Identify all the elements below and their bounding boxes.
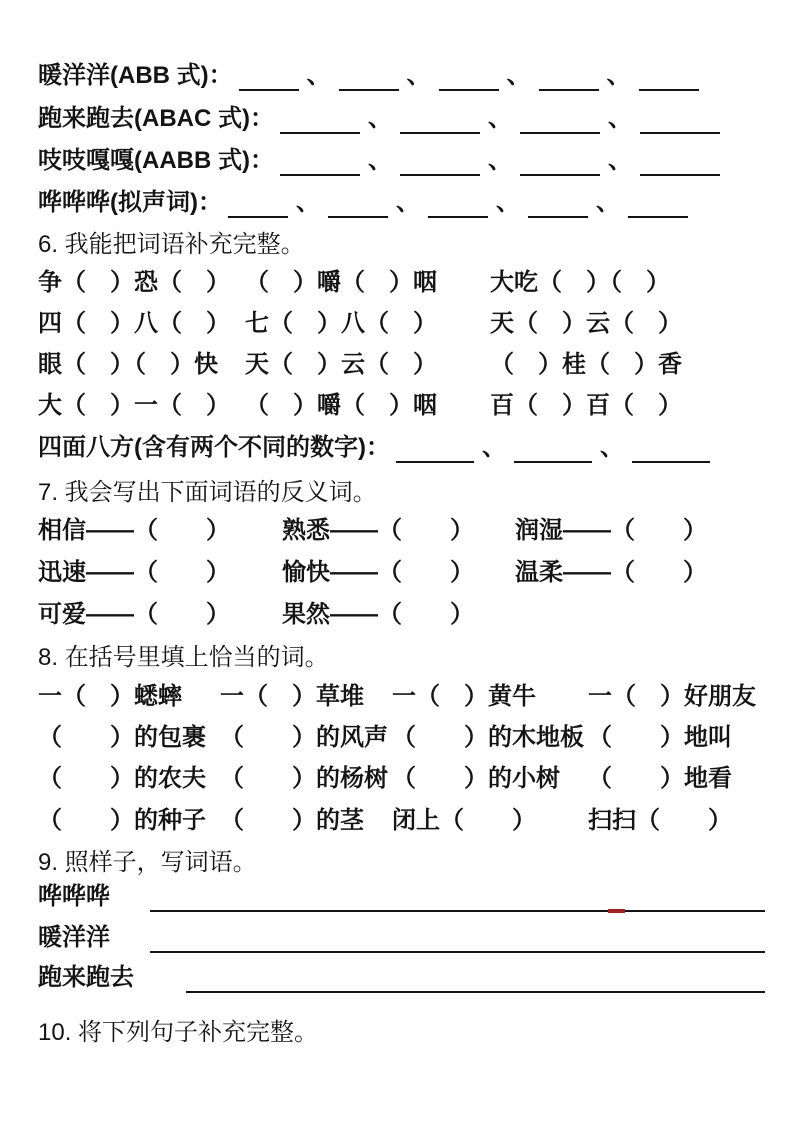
measure-word-row [38,800,765,836]
blank-field[interactable] [339,65,399,91]
example-word-row [38,917,765,953]
section-10-header [38,1012,765,1048]
blank-group [239,61,699,91]
enum-comma: 、 [487,147,512,174]
blank-field[interactable] [539,65,599,91]
word-blank-item[interactable]: 七（ ）八（ ） [245,310,437,337]
word-blank-item[interactable]: 百（ ）百（ ） [490,392,682,419]
pattern-line-aabb [38,140,765,176]
measure-word-item[interactable]: （ ）的茎 [220,807,364,834]
measure-word-item[interactable]: （ ）地叫 [588,724,732,751]
measure-word-item[interactable]: （ ）地看 [588,765,732,792]
blank-field[interactable] [640,150,720,176]
antonym-item[interactable]: 相信——（ ） [38,517,230,544]
antonym-item[interactable]: 迅速——（ ） [38,559,230,586]
measure-word-item[interactable]: 闭上（ ） [392,807,536,834]
measure-word-item[interactable]: 一（ ）黄牛 [392,683,536,710]
pattern-line-abb [38,55,765,91]
word-completion-row [38,344,765,380]
blank-field[interactable] [400,108,480,134]
measure-word-item[interactable]: 一（ ）草堆 [220,683,364,710]
enum-comma: 、 [295,189,320,216]
numbers-idiom-line [38,427,765,463]
enum-comma: 、 [481,434,506,461]
blank-field[interactable] [639,65,699,91]
section-title: 8. 在括号里填上恰当的词。 [38,644,329,671]
blank-field[interactable] [628,192,688,218]
pattern-label: 跑来跑去(ABAC 式)： [38,105,274,132]
word-blank-item[interactable]: （ ）嚼（ ）咽 [245,269,437,296]
measure-word-item[interactable]: （ ）的农夫 [38,765,206,792]
section-title: 6. 我能把词语补充完整。 [38,231,305,258]
antonym-row [38,594,765,630]
enum-comma: 、 [506,62,531,89]
section-title: 9. 照样子，写词语。 [38,849,257,876]
blank-field[interactable] [239,65,299,91]
measure-word-item[interactable]: （ ）的杨树 [220,765,388,792]
pattern-label: 哗哗哗(拟声词)： [38,189,222,216]
measure-word-item[interactable]: （ ）的种子 [38,807,206,834]
blank-field[interactable] [514,437,592,463]
blank-group [280,104,720,134]
word-blank-item[interactable]: 争（ ）恐（ ） [38,269,230,296]
blank-field[interactable] [640,108,720,134]
section-7-header [38,472,765,508]
example-word-label: 哗哗哗 [38,883,110,910]
measure-word-item[interactable]: 一（ ）蟋蟀 [38,683,182,710]
section-title: 7. 我会写出下面词语的反义词。 [38,479,377,506]
antonym-item[interactable]: 温柔——（ ） [515,559,707,586]
blank-field[interactable] [439,65,499,91]
blank-group [280,146,720,176]
word-blank-item[interactable]: 大（ ）一（ ） [38,392,230,419]
enum-comma: 、 [367,105,392,132]
antonym-item[interactable]: 可爱——（ ） [38,601,230,628]
blank-field[interactable] [528,192,588,218]
section-8-header [38,637,765,673]
pattern-label: 吱吱嘎嘎(AABB 式)： [38,147,274,174]
word-completion-row [38,385,765,421]
pattern-line-onomatopoeia [38,182,765,218]
blank-field[interactable] [228,192,288,218]
blank-field[interactable] [280,150,360,176]
example-word-row [38,957,765,993]
answer-line[interactable] [150,923,765,953]
measure-word-row [38,758,765,794]
numbers-idiom-label: 四面八方(含有两个不同的数字)： [38,434,390,461]
antonym-item[interactable]: 愉快——（ ） [282,559,474,586]
antonym-item[interactable]: 熟悉——（ ） [282,517,474,544]
blank-field[interactable] [396,437,474,463]
measure-word-item[interactable]: （ ）的木地板 [392,724,584,751]
section-9-header [38,842,765,878]
blank-group [396,433,710,463]
enum-comma: 、 [367,147,392,174]
example-word-label: 暖洋洋 [38,924,110,951]
word-blank-item[interactable]: （ ）桂（ ）香 [490,351,682,378]
enum-comma: 、 [606,62,631,89]
section-6-header [38,224,765,260]
word-blank-item[interactable]: 天（ ）云（ ） [490,310,682,337]
antonym-item[interactable]: 润湿——（ ） [515,517,707,544]
word-blank-item[interactable]: 天（ ）云（ ） [245,351,437,378]
pattern-line-abac [38,98,765,134]
blank-field[interactable] [428,192,488,218]
enum-comma: 、 [395,189,420,216]
word-blank-item[interactable]: 大吃（ ）（ ） [490,269,670,296]
blank-field[interactable] [400,150,480,176]
enum-comma: 、 [607,105,632,132]
blank-field[interactable] [280,108,360,134]
antonym-row [38,552,765,588]
blank-field[interactable] [520,150,600,176]
answer-line[interactable] [150,882,765,912]
blank-field[interactable] [328,192,388,218]
enum-comma: 、 [595,189,620,216]
section-title: 10. 将下列句子补充完整。 [38,1019,319,1046]
measure-word-item[interactable]: （ ）的包裹 [38,724,206,751]
blank-field[interactable] [520,108,600,134]
answer-line[interactable] [186,963,765,993]
blank-group [228,188,688,218]
word-blank-item[interactable]: 眼（ ）（ ）快 [38,351,218,378]
enum-comma: 、 [406,62,431,89]
measure-word-item[interactable]: 一（ ）好朋友 [588,683,756,710]
enum-comma: 、 [487,105,512,132]
enum-comma: 、 [495,189,520,216]
word-blank-item[interactable]: 四（ ）八（ ） [38,310,230,337]
measure-word-item[interactable]: 扫扫（ ） [588,807,732,834]
pattern-label: 暖洋洋(ABB 式)： [38,62,233,89]
measure-word-row [38,676,765,712]
antonym-item[interactable]: 果然——（ ） [282,601,474,628]
word-blank-item[interactable]: （ ）嚼（ ）咽 [245,392,437,419]
measure-word-item[interactable]: （ ）的风声 [220,724,388,751]
word-completion-row [38,303,765,339]
example-word-row [38,876,765,912]
enum-comma: 、 [306,62,331,89]
measure-word-row [38,717,765,753]
red-mark [608,909,625,913]
measure-word-item[interactable]: （ ）的小树 [392,765,560,792]
antonym-row [38,510,765,546]
blank-field[interactable] [632,437,710,463]
enum-comma: 、 [599,434,624,461]
enum-comma: 、 [607,147,632,174]
word-completion-row [38,262,765,298]
example-word-label: 跑来跑去 [38,964,134,991]
